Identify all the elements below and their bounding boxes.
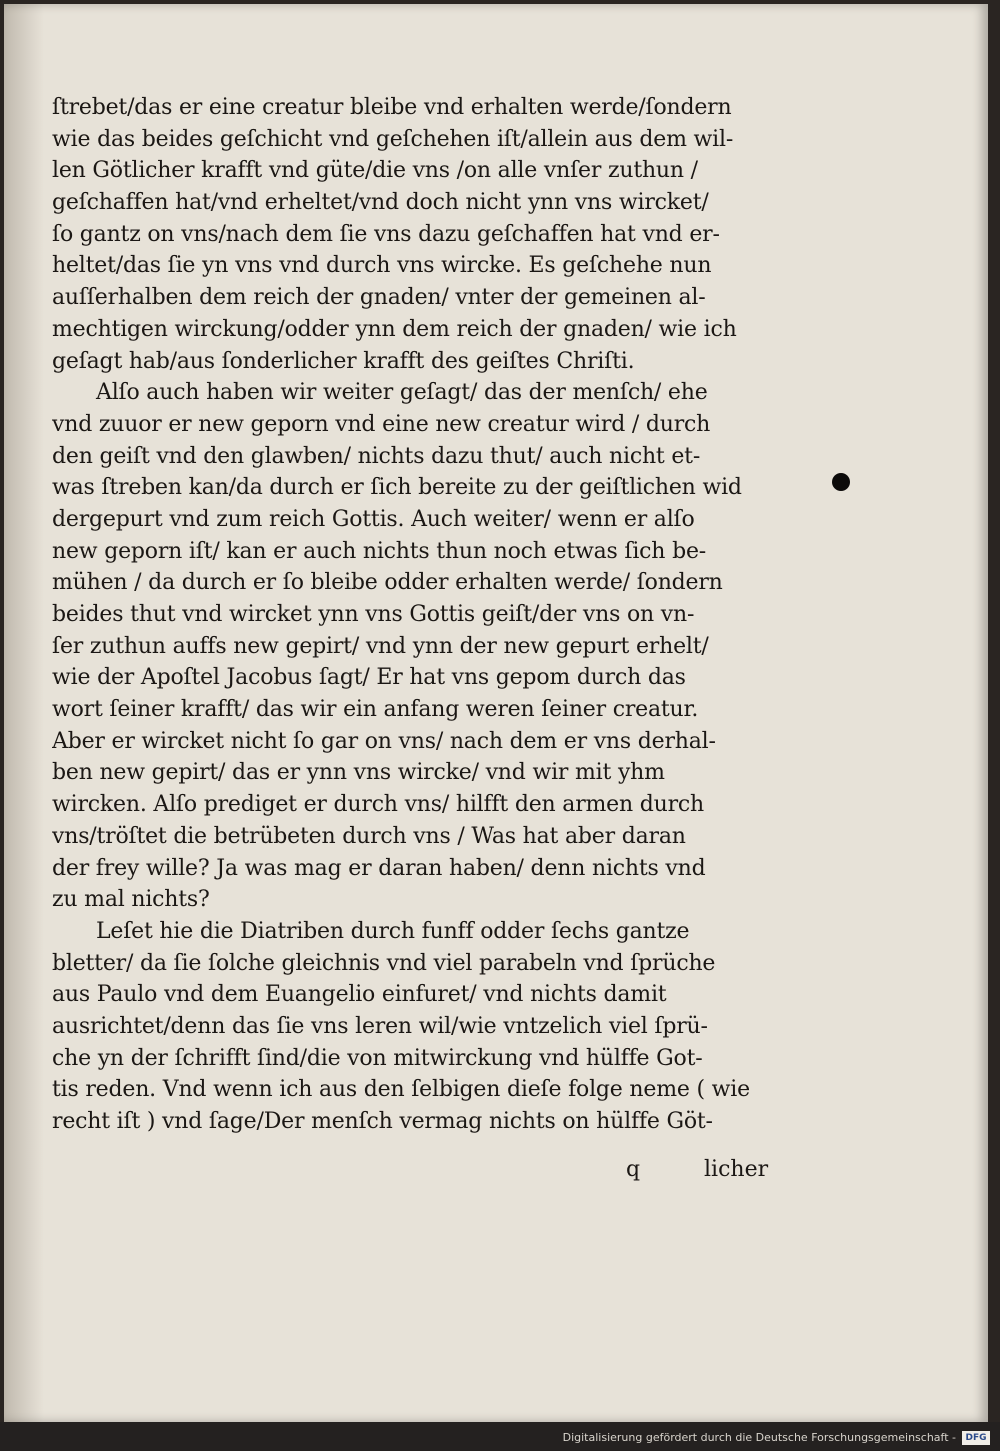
text-line: recht iſt ) vnd ſage/Der menſch vermag nichts on hülffe Göt‑	[52, 1109, 713, 1134]
text-line: der frey wille? Ja was mag er daran haben/ denn nichts vnd	[52, 855, 706, 881]
catchword: licher	[704, 1157, 769, 1182]
text-line: aus Paulo vnd dem Euangelio einfuret/ vnd nichts damit	[52, 982, 667, 1008]
text-line: len Götlicher krafft vnd güte/die vns /on alle vnſer zuthun /	[52, 158, 698, 184]
text-line: beides thut vnd wircket ynn vns Gottis geiſt/der vns on vn‑	[52, 602, 695, 627]
dfg-logo: DFG	[962, 1431, 990, 1445]
text-line: mühen / da durch er ſo bleibe odder erhalten werde/ ſondern	[52, 570, 723, 596]
text-line: ſer zuthun auffs new gepirt/ vnd ynn der new gepurt erhelt/	[52, 633, 709, 659]
text-line: ausrichtet/denn das ſie vns leren wil/wie vntzelich viel ſprü‑	[52, 1013, 708, 1039]
text-line: auſſerhalben dem reich der gnaden/ vnter der gemeinen al‑	[52, 285, 706, 311]
text-line: heltet/das ſie yn vns vnd durch vns wircke. Es geſchehe nun	[52, 253, 712, 279]
text-line: den geiſt vnd den glawben/ nichts dazu thut/ auch nicht et‑	[52, 443, 701, 469]
funding-credit: Digitalisierung gefördert durch die Deutsche Forschungsgemeinschaft -	[562, 1431, 956, 1444]
text-line: wie der Apoſtel Jacobus ſagt/ Er hat vns gepom durch das	[52, 665, 686, 691]
text-line: vns/tröſtet die betrübeten durch vns / Was hat aber daran	[52, 823, 686, 849]
signature-mark: q	[626, 1157, 641, 1182]
page-text	[52, 92, 782, 1138]
text-line: dergepurt vnd zum reich Gottis. Auch weiter/ wenn er alſo	[52, 506, 695, 532]
text-line: was ſtreben kan/da durch er ſich bereite zu der geiſtlichen wid	[52, 475, 742, 501]
text-line: tis reden. Vnd wenn ich aus den ſelbigen dieſe folge neme ( wie	[52, 1077, 750, 1103]
text-line: ſo gantz on vns/nach dem ſie vns dazu geſchaffen hat vnd er‑	[52, 221, 720, 247]
text-line: Alſo auch haben wir weiter geſagt/ das der menſch/ ehe	[96, 380, 708, 406]
text-line: geſagt hab/aus ſonderlicher krafft des geiſtes Chriſti.	[52, 348, 635, 374]
text-line: mechtigen wirckung/odder ynn dem reich der gnaden/ wie ich	[52, 316, 737, 342]
text-line: ben new gepirt/ das er ynn vns wircke/ vnd wir mit yhm	[52, 760, 665, 786]
text-line: wircken. Alſo prediget er durch vns/ hilfft den armen durch	[52, 792, 705, 818]
text-line: zu mal nichts?	[52, 887, 210, 913]
text-line: che yn der ſchrifft ſind/die von mitwirckung vnd hülffe Got‑	[52, 1045, 703, 1071]
text-line: bletter/ da ſie ſolche gleichnis vnd viel parabeln vnd ſprüche	[52, 950, 716, 976]
text-line: wie das beides geſchicht vnd geſchehen iſt/allein aus dem wil‑	[52, 126, 734, 152]
text-line: vnd zuuor er new geporn vnd eine new creatur wird / durch	[52, 411, 711, 437]
footer-bar	[0, 1422, 1000, 1451]
text-line: ſtrebet/das er eine creatur bleibe vnd erhalten werde/ſondern	[52, 95, 732, 120]
ink-dot-mark	[832, 473, 850, 491]
text-line: new geporn iſt/ kan er auch nichts thun noch etwas ſich be‑	[52, 538, 707, 564]
text-line: Aber er wircket nicht ſo gar on vns/ nach dem er vns derhal‑	[52, 728, 716, 754]
book-page	[4, 4, 988, 1422]
text-line: wort ſeiner krafft/ das wir ein anfang weren ſeiner creatur.	[52, 697, 699, 723]
text-line: Leſet hie die Diatriben durch funff odder ſechs gantze	[96, 918, 690, 944]
text-line: geſchaffen hat/vnd erheltet/vnd doch nicht ynn vns wircket/	[52, 190, 709, 216]
